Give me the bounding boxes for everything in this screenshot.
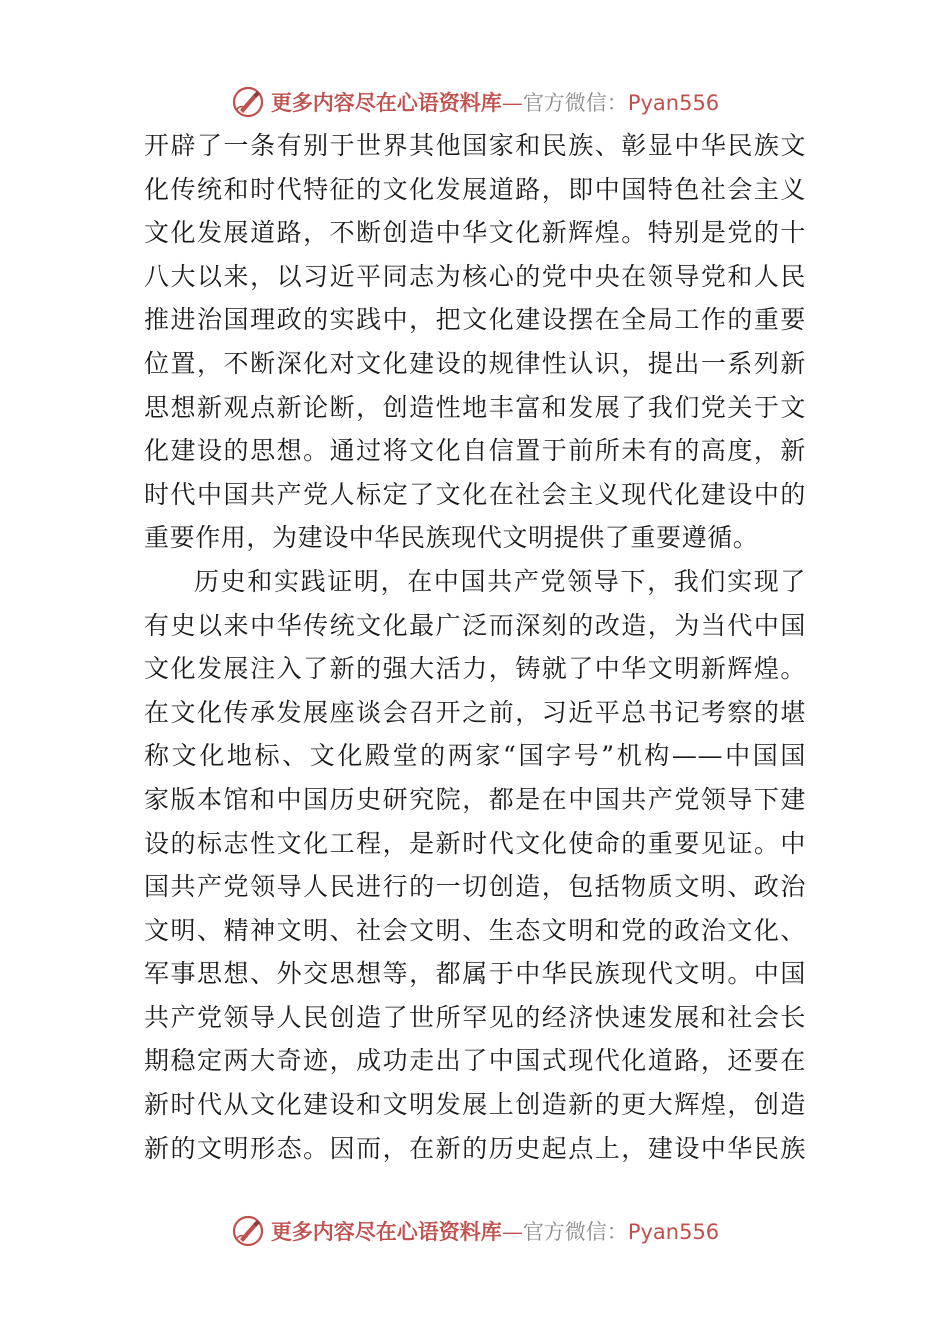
paragraph-2	[144, 560, 806, 1170]
text-line: 推进治国理政的实践中，把文化建设摆在全局工作的重要	[144, 305, 806, 335]
banner-official-label: 官方微信：	[522, 1220, 628, 1244]
banner-text	[271, 1216, 719, 1246]
paragraph-1	[144, 124, 806, 560]
text-line: 共产党领导人民创造了世所罕见的经济快速发展和社会长	[144, 1002, 806, 1032]
banner-wechat-id: Pyan556	[627, 91, 720, 115]
banner-main-text: 更多内容尽在心语资料库	[270, 90, 502, 115]
text-line: 军事思想、外交思想等，都属于中华民族现代文明。中国	[144, 959, 806, 989]
text-line: 有史以来中华传统文化最广泛而深刻的改造，为当代中国	[144, 610, 806, 640]
banner-official-label: 官方微信：	[522, 91, 628, 115]
text-line: 位置，不断深化对文化建设的规律性认识，提出一系列新	[144, 348, 806, 378]
text-line: 化传统和时代特征的文化发展道路，即中国特色社会主义	[144, 174, 806, 204]
banner-text	[271, 87, 719, 117]
text-line: 家版本馆和中国历史研究院，都是在中国共产党领导下建	[144, 784, 806, 814]
text-line: 思想新观点新论断，创造性地丰富和发展了我们党关于文	[144, 392, 806, 422]
banner-main-text: 更多内容尽在心语资料库	[270, 1219, 502, 1244]
banner-dash: —	[501, 91, 523, 115]
text-line: 国共产党领导人民进行的一切创造，包括物质文明、政治	[144, 872, 806, 902]
pen-logo-icon	[231, 1214, 265, 1248]
text-line: 历史和实践证明，在中国共产党领导下，我们实现了	[194, 566, 806, 596]
text-line: 文化发展道路，不断创造中华文化新辉煌。特别是党的十	[144, 218, 806, 248]
text-line: 设的标志性文化工程，是新时代文化使命的重要见证。中	[144, 828, 806, 858]
text-line: 新时代从文化建设和文明发展上创造新的更大辉煌，创造	[144, 1090, 806, 1120]
text-line: 新的文明形态。因而，在新的历史起点上，建设中华民族	[144, 1133, 806, 1163]
footer-banner	[0, 1211, 950, 1251]
text-line: 文化发展注入了新的强大活力，铸就了中华文明新辉煌。	[144, 654, 806, 684]
text-line: 化建设的思想。通过将文化自信置于前所未有的高度，新	[144, 436, 806, 466]
text-line: 开辟了一条有别于世界其他国家和民族、彰显中华民族文	[144, 131, 806, 160]
text-line: 称文化地标、文化殿堂的两家“国字号”机构——中国国	[144, 741, 806, 771]
pen-logo-icon	[231, 85, 265, 119]
banner-dash: —	[501, 1220, 523, 1244]
document-body	[144, 124, 806, 1170]
text-line: 时代中国共产党人标定了文化在社会主义现代化建设中的	[144, 479, 806, 509]
text-line: 文明、精神文明、社会文明、生态文明和党的政治文化、	[144, 915, 806, 945]
header-banner	[0, 82, 950, 122]
text-line: 期稳定两大奇迹，成功走出了中国式现代化道路，还要在	[144, 1046, 806, 1076]
banner-wechat-id: Pyan556	[627, 1220, 720, 1244]
text-line: 在文化传承发展座谈会召开之前，习近平总书记考察的堪	[144, 697, 806, 727]
text-line: 八大以来，以习近平同志为核心的党中央在领导党和人民	[144, 261, 806, 291]
text-line: 重要作用，为建设中华民族现代文明提供了重要遵循。	[144, 523, 759, 553]
